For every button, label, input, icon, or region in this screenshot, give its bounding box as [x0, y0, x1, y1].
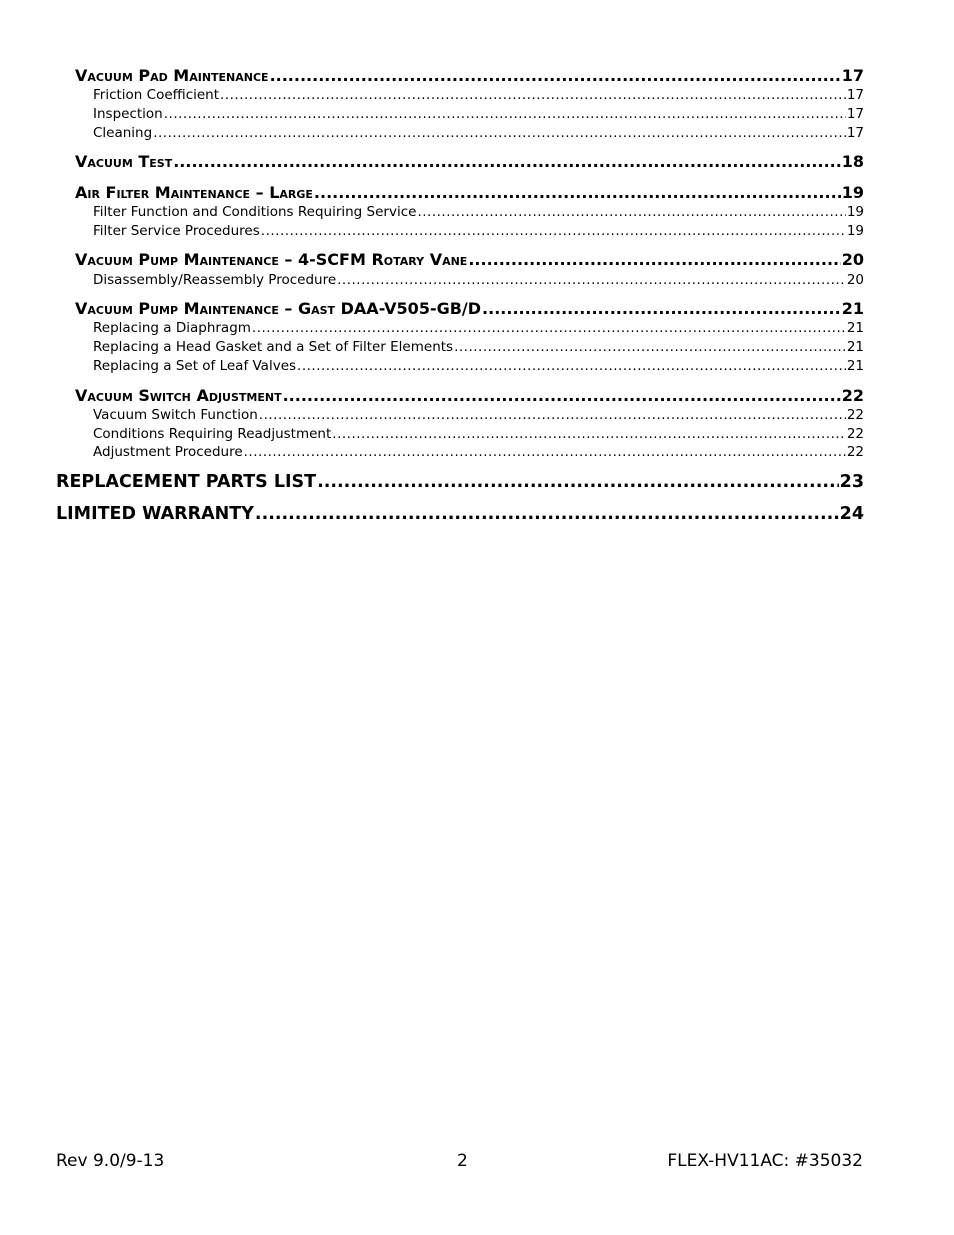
title-part: 4-SCFM: [298, 250, 366, 269]
toc-entry-replacing-diaphragm[interactable]: [93, 320, 864, 336]
dot-leader: [454, 339, 846, 355]
toc-entry-replacement-parts-list[interactable]: [56, 472, 864, 492]
toc-entry-title: [75, 299, 481, 318]
dot-leader: [173, 152, 841, 171]
footer-page-number: 2: [457, 1151, 468, 1171]
toc-entry-replacing-leaf-valves[interactable]: [93, 358, 864, 374]
toc-page-number: 22: [841, 386, 864, 405]
toc-entry-filter-service[interactable]: [93, 223, 864, 239]
dot-leader: [261, 223, 846, 239]
toc-entry-title: Conditions Requiring Readjustment: [93, 426, 332, 442]
toc-page-number: 21: [846, 358, 864, 374]
dot-leader: [337, 272, 846, 288]
toc-page-number: 22: [846, 444, 864, 460]
title-part: Vacuum Pump Maintenance – Gast: [75, 299, 341, 318]
dot-leader: [270, 66, 841, 85]
toc-entry-conditions-readjustment[interactable]: [93, 426, 864, 442]
toc-entry-filter-function[interactable]: [93, 204, 864, 220]
toc-entry-limited-warranty[interactable]: [56, 504, 864, 524]
toc-entry-vacuum-switch-adjustment[interactable]: [75, 386, 864, 405]
dot-leader: [317, 472, 839, 492]
toc-page-number: 21: [846, 339, 864, 355]
dot-leader: [220, 87, 846, 103]
toc-page-number: 17: [841, 66, 864, 85]
toc-entry-title: Filter Function and Conditions Requiring Service: [93, 204, 417, 220]
toc-page-number: 17: [846, 125, 864, 141]
dot-leader: [482, 299, 841, 318]
toc-page-number: 19: [846, 223, 864, 239]
toc-entry-disassembly-reassembly[interactable]: [93, 272, 864, 288]
toc-entry-title: Inspection: [93, 106, 163, 122]
dot-leader: [417, 204, 845, 220]
dot-leader: [255, 504, 839, 524]
toc-page-number: 17: [846, 87, 864, 103]
toc-entry-title: Vacuum Pad Maintenance: [75, 66, 269, 85]
toc-page-number: 19: [841, 183, 864, 202]
toc-page-number: 21: [846, 320, 864, 336]
toc-page-number: 20: [846, 272, 864, 288]
toc-entry-title: Disassembly/Reassembly Procedure: [93, 272, 337, 288]
toc-entry-title: Replacing a Set of Leaf Valves: [93, 358, 297, 374]
dot-leader: [314, 183, 841, 202]
toc-entry-title: Replacing a Diaphragm: [93, 320, 251, 336]
footer-revision: Rev 9.0/9-13: [56, 1151, 165, 1171]
toc-page-number: 18: [841, 152, 864, 171]
toc-entry-title: Vacuum Switch Function: [93, 407, 258, 423]
toc-entry-adjustment-procedure[interactable]: [93, 444, 864, 460]
dot-leader: [252, 320, 846, 336]
toc-page-number: 22: [846, 426, 864, 442]
toc-page-number: 19: [846, 204, 864, 220]
dot-leader: [332, 426, 846, 442]
toc-entry-title: [75, 250, 467, 269]
dot-leader: [297, 358, 846, 374]
toc-entry-replacing-head-gasket[interactable]: [93, 339, 864, 355]
toc-page-number: 22: [846, 407, 864, 423]
toc-page-number: 24: [839, 504, 864, 524]
title-part: Rotary Vane: [365, 250, 468, 269]
toc-entry-title: LIMITED WARRANTY: [56, 504, 254, 524]
toc-entry-air-filter-maintenance[interactable]: [75, 183, 864, 202]
toc-entry-friction-coefficient[interactable]: [93, 87, 864, 103]
toc-entry-vacuum-pump-rotary-vane[interactable]: [75, 250, 864, 269]
toc-page-number: 17: [846, 106, 864, 122]
toc-entry-cleaning[interactable]: [93, 125, 864, 141]
toc-page-number: 23: [839, 472, 864, 492]
footer-document-id: FLEX-HV11AC: #35032: [667, 1151, 863, 1171]
toc-entry-vacuum-pad-maintenance[interactable]: [75, 66, 864, 85]
title-part: DAA-V505-GB/D: [340, 299, 482, 318]
toc-page-number: 21: [841, 299, 864, 318]
title-part: Vacuum Pump Maintenance –: [75, 250, 298, 269]
toc-entry-title: Replacing a Head Gasket and a Set of Filter Elements: [93, 339, 454, 355]
dot-leader: [164, 106, 846, 122]
toc-entry-vacuum-pump-gast[interactable]: [75, 299, 864, 318]
dot-leader: [468, 250, 840, 269]
toc-entry-title: Air Filter Maintenance – Large: [75, 183, 313, 202]
toc-entry-title: Cleaning: [93, 125, 153, 141]
toc-entry-title: Filter Service Procedures: [93, 223, 260, 239]
toc-entry-title: Vacuum Test: [75, 152, 173, 171]
dot-leader: [283, 386, 841, 405]
toc-entry-title: Adjustment Procedure: [93, 444, 243, 460]
toc-entry-inspection[interactable]: [93, 106, 864, 122]
toc-entry-title: Friction Coefficient: [93, 87, 220, 103]
dot-leader: [259, 407, 846, 423]
toc-entry-title: Vacuum Switch Adjustment: [75, 386, 282, 405]
toc-entry-vacuum-test[interactable]: [75, 152, 864, 171]
dot-leader: [153, 125, 846, 141]
toc-entry-title: REPLACEMENT PARTS LIST: [56, 472, 317, 492]
toc-page-number: 20: [841, 250, 864, 269]
toc-entry-vacuum-switch-function[interactable]: [93, 407, 864, 423]
dot-leader: [244, 444, 846, 460]
